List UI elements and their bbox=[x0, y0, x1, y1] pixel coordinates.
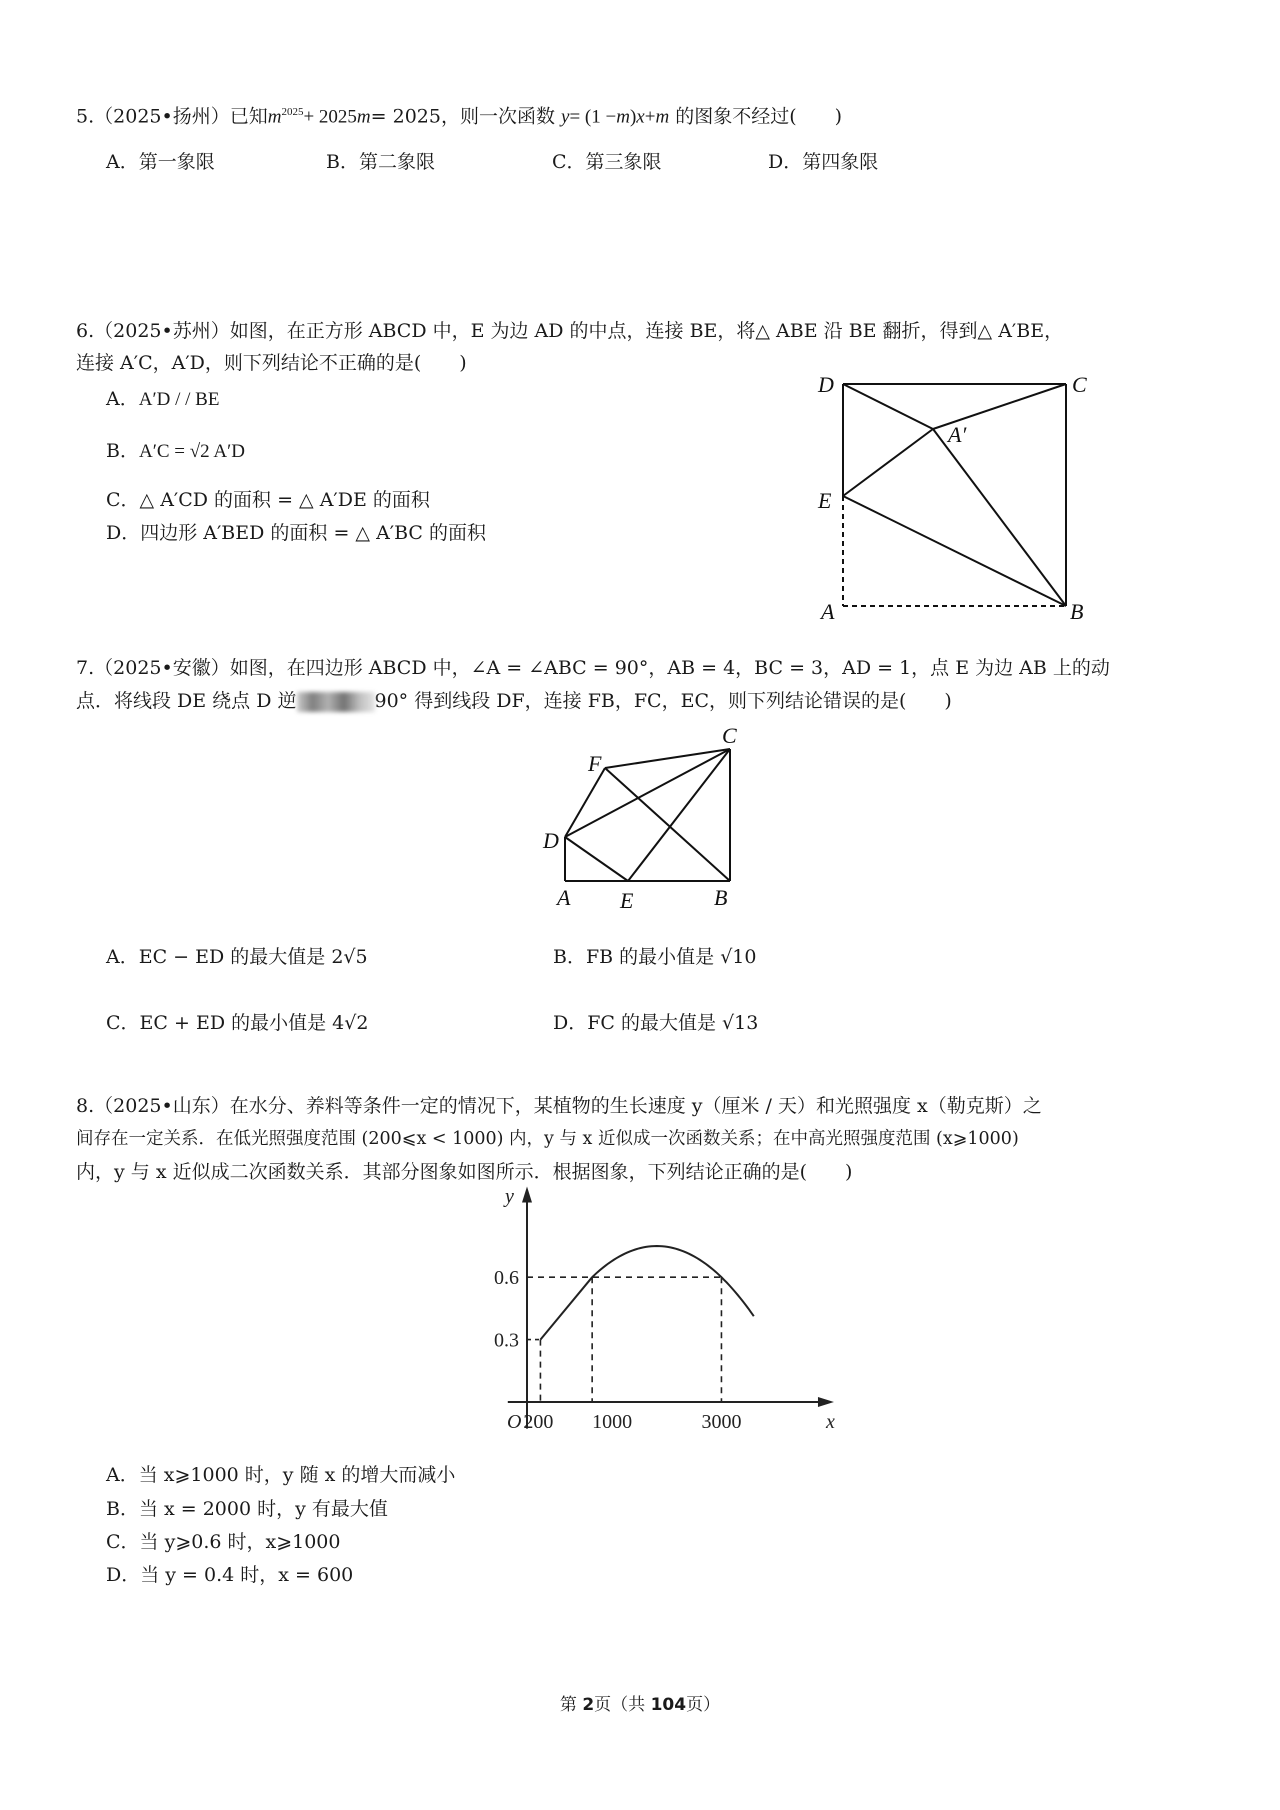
stem-text: 点．将线段 DE 绕点 D 逆 bbox=[76, 690, 297, 712]
option-text: FC 的最大值是 √13 bbox=[587, 1012, 759, 1034]
option-label: C． bbox=[106, 489, 140, 511]
math-text: + 2025 bbox=[303, 106, 357, 128]
stem-text: 间存在一定关系．在低光照强度范围 (200⩽x < 1000) 内，y 与 x 近似成一次函数关系；在中高光照强度范围 (x⩾1000) bbox=[76, 1129, 1019, 1149]
option-text: FB 的最小值是 √10 bbox=[585, 946, 757, 968]
option-text: A′C = √2 A′D bbox=[138, 441, 245, 462]
x-tick-label-3000: 3000 bbox=[701, 1411, 742, 1433]
label-c: C bbox=[1072, 372, 1087, 397]
x-axis-arrow-icon bbox=[818, 1397, 834, 1407]
math-exponent: 2025 bbox=[281, 106, 304, 118]
y-tick-label-0.6: 0.6 bbox=[494, 1267, 519, 1290]
q8-option-a[interactable] bbox=[106, 1463, 455, 1487]
option-label: A． bbox=[106, 388, 139, 410]
label-d: D bbox=[543, 828, 559, 853]
option-label: B． bbox=[106, 1498, 139, 1520]
label-e: E bbox=[620, 888, 634, 913]
stem-text: 连接 A′C，A′D，则下列结论不正确的是( ) bbox=[76, 352, 467, 374]
stem-text: 如图，在四边形 ABCD 中，∠A = ∠ABC = 90°，AB = 4，BC = 3，AD = 1，点 E 为边 AB 上的动 bbox=[229, 657, 1110, 679]
label-f: F bbox=[588, 751, 602, 776]
series-line-0 bbox=[540, 1277, 592, 1339]
math-var: y bbox=[561, 106, 570, 128]
math-text: ) bbox=[629, 106, 637, 128]
x-axis-label: x bbox=[825, 1411, 835, 1433]
stem-text: 90° 得到线段 DF，连接 FB，FC，EC，则下列结论错误的是( ) bbox=[374, 690, 952, 712]
math-var: m bbox=[616, 106, 630, 128]
option-text: A′D / / BE bbox=[138, 389, 220, 410]
question-source: （2025•安徽） bbox=[94, 657, 230, 679]
math-var: m bbox=[267, 106, 282, 128]
option-label: A． bbox=[106, 946, 139, 968]
origin-label: O bbox=[507, 1411, 522, 1433]
math-var: x bbox=[636, 106, 645, 128]
question-number: 6 bbox=[76, 320, 89, 342]
option-label: D． bbox=[106, 522, 141, 544]
question-5-stem: 5.（2025•扬州）已知$m^{2025}+ 2025m= 2025$，则一次函数 y= (1 −m)x+m 的图象不经过( ) bbox=[76, 105, 843, 128]
label-b: B bbox=[714, 885, 728, 910]
footer-text: 页） bbox=[686, 1695, 721, 1715]
question-number: 7 bbox=[76, 657, 89, 679]
label-a-prime: A′ bbox=[948, 422, 967, 447]
question-8-stem-line1: 8.（2025•山东）在水分、养料等条件一定的情况下，某植物的生长速度 y（厘米 / 天）和光照强度 x（勒克斯）之 bbox=[76, 1095, 1042, 1117]
option-label: B． bbox=[553, 946, 586, 968]
option-label: D． bbox=[768, 151, 803, 173]
question-7-stem-line1: 7.（2025•安徽）如图，在四边形 ABCD 中，∠A = ∠ABC = 90°，AB = 4，BC = 3，AD = 1，点 E 为边 AB 上的动 bbox=[76, 657, 1110, 679]
stem-text: 已知 bbox=[229, 105, 268, 128]
option-text: 第一象限 bbox=[138, 151, 215, 173]
label-e: E bbox=[818, 488, 832, 513]
y-axis-label: y bbox=[505, 1185, 514, 1208]
option-label: B． bbox=[106, 440, 139, 462]
question-source: （2025•山东） bbox=[94, 1095, 230, 1117]
q8-option-c[interactable] bbox=[106, 1530, 341, 1554]
option-text: EC + ED 的最小值是 4√2 bbox=[139, 1012, 369, 1034]
question-number: 8 bbox=[76, 1095, 89, 1117]
option-text: 当 x = 2000 时，y 有最大值 bbox=[138, 1498, 388, 1520]
label-c: C bbox=[722, 723, 737, 748]
option-text: 第二象限 bbox=[358, 151, 435, 173]
option-label: B． bbox=[326, 151, 359, 173]
option-label: D． bbox=[553, 1012, 588, 1034]
option-label: A． bbox=[106, 151, 139, 173]
option-text: 第四象限 bbox=[802, 151, 879, 173]
question-6-stem-line1: 6.（2025•苏州）如图，在正方形 ABCD 中，E 为边 AD 的中点，连接 BE，将△ ABE 沿 BE 翻折，得到△ A′BE， bbox=[76, 320, 1064, 342]
option-text: 四边形 A′BED 的面积 = △ A′BC 的面积 bbox=[140, 522, 486, 544]
question-number: 5 bbox=[76, 105, 89, 128]
option-text: 当 x⩾1000 时，y 随 x 的增大而减小 bbox=[138, 1464, 456, 1486]
stem-text: = 2025，则一次函数 bbox=[370, 105, 555, 128]
label-d: D bbox=[818, 372, 834, 397]
question-source: （2025•扬州） bbox=[94, 105, 230, 128]
label-a: A bbox=[821, 599, 835, 624]
math-var: m bbox=[655, 106, 670, 128]
stem-text: 如图，在正方形 ABCD 中，E 为边 AD 的中点，连接 BE，将△ ABE 沿 BE 翻折，得到△ A′BE， bbox=[229, 320, 1064, 342]
footer-text: 页（共 bbox=[594, 1695, 651, 1715]
page-footer bbox=[0, 1690, 1280, 1715]
option-label: D． bbox=[106, 1564, 141, 1586]
option-label: A． bbox=[106, 1464, 139, 1486]
math-text: + bbox=[644, 106, 656, 128]
footer-text: 第 bbox=[559, 1695, 583, 1715]
total-page-count: 104 bbox=[650, 1695, 687, 1715]
math-var: m bbox=[356, 106, 371, 128]
label-b: B bbox=[1070, 599, 1084, 624]
option-text: 第三象限 bbox=[585, 151, 662, 173]
current-page-number: 2 bbox=[582, 1695, 595, 1715]
y-tick-label-0.3: 0.3 bbox=[494, 1329, 519, 1352]
option-text: EC − ED 的最大值是 2√5 bbox=[138, 946, 368, 968]
option-label: C． bbox=[106, 1531, 140, 1553]
question-source: （2025•苏州） bbox=[94, 320, 230, 342]
y-axis-arrow-icon bbox=[522, 1187, 532, 1203]
x-tick-label-1000: 1000 bbox=[592, 1411, 633, 1433]
option-text: 当 y⩾0.6 时，x⩾1000 bbox=[139, 1531, 341, 1553]
stem-text: 在水分、养料等条件一定的情况下，某植物的生长速度 y（厘米 / 天）和光照强度 x（勒克斯）之 bbox=[229, 1095, 1042, 1117]
option-label: C． bbox=[552, 151, 586, 173]
label-a: A bbox=[557, 885, 571, 910]
series-line-1 bbox=[592, 1246, 754, 1316]
option-label: C． bbox=[106, 1012, 140, 1034]
stem-text: 内，y 与 x 近似成二次函数关系．其部分图象如图所示．根据图象，下列结论正确的是( ) bbox=[76, 1161, 853, 1183]
q8-option-b[interactable] bbox=[106, 1497, 388, 1521]
option-text: 当 y = 0.4 时，x = 600 bbox=[140, 1564, 354, 1586]
q8-option-d[interactable] bbox=[106, 1563, 353, 1587]
math-text: = (1 − bbox=[569, 106, 617, 128]
option-text: △ A′CD 的面积 = △ A′DE 的面积 bbox=[139, 489, 430, 511]
stem-text: 的图象不经过( ) bbox=[675, 105, 843, 128]
x-tick-label-200: 200 bbox=[523, 1411, 554, 1433]
